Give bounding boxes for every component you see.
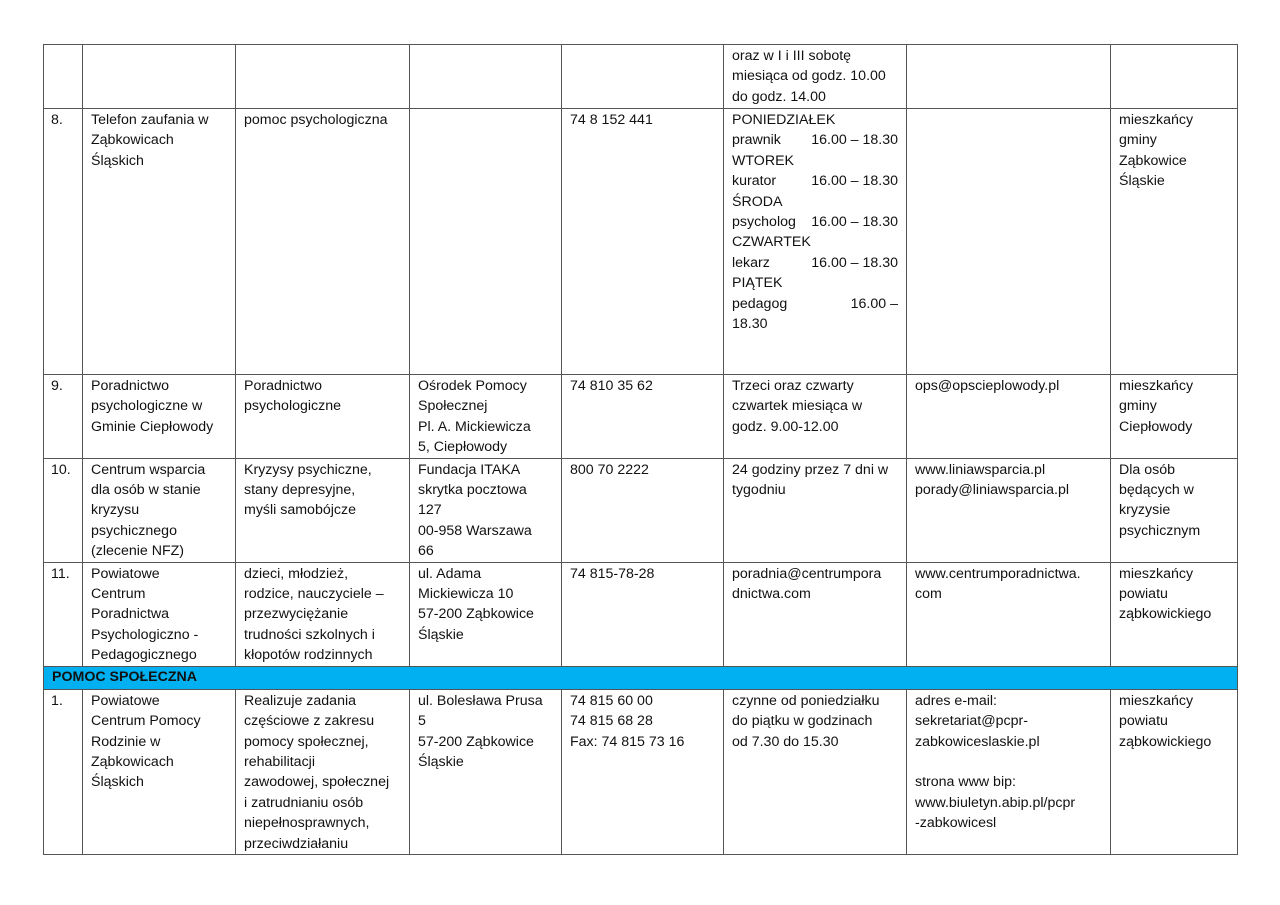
cell-name <box>83 689 236 854</box>
cell-line: Śląskie <box>1119 173 1165 190</box>
cell-line: przeciwdziałaniu <box>244 835 349 852</box>
cell-line: Rodzinie w <box>91 733 161 750</box>
cell-line: 5 <box>418 713 426 730</box>
cell-line: 74 8 152 441 <box>570 112 653 128</box>
cell-scope <box>236 458 410 562</box>
cell-line: pomocy społecznej, <box>244 733 369 750</box>
schedule-role: lekarz <box>732 254 770 271</box>
cell-line: Trzeci oraz czwarty <box>732 378 854 394</box>
cell-address <box>410 689 562 854</box>
cell-name <box>83 458 236 562</box>
cell-line: ul. Adama <box>418 565 482 582</box>
cell-line: Fundacja ITAKA <box>418 461 521 478</box>
cell-phone <box>562 562 724 666</box>
table-row <box>44 375 1238 459</box>
cell-line: mieszkańcy <box>1119 378 1194 394</box>
cell-line: zabkowiceslaskie.pl <box>915 733 1040 750</box>
cell-line: www.liniawsparcia.pl <box>915 461 1046 478</box>
cell-line: Śląskie <box>418 626 464 643</box>
cell-line: Realizuje zadania <box>244 692 356 709</box>
cell-line: 00-958 Warszawa <box>418 522 532 539</box>
cell-line: Ząbkowicach <box>91 753 174 770</box>
cell-line: dnictwa.com <box>732 586 811 603</box>
section-title: POMOC SPOŁECZNA <box>44 666 1238 689</box>
cell-line: Ząbkowicach <box>91 132 174 149</box>
cell-line: 800 70 2222 <box>570 461 649 478</box>
cell-num <box>44 45 83 109</box>
cell-line: Mickiewicza 10 <box>418 586 514 603</box>
cell-line: Śląskich <box>91 152 144 169</box>
cell-num: 8. <box>44 109 83 375</box>
cell-line: oraz w I i III sobotę <box>732 48 852 64</box>
schedule-day: CZWARTEK <box>732 234 811 251</box>
cell-line: dzieci, młodzież, <box>244 565 349 582</box>
table-row <box>44 689 1238 854</box>
cell-line: gminy <box>1119 132 1157 149</box>
cell-scope <box>236 375 410 459</box>
cell-line: Psychologiczno - <box>91 626 199 643</box>
cell-line: Ciepłowody <box>1119 418 1193 435</box>
cell-line: kryzysie <box>1119 502 1171 519</box>
cell-line: ząbkowickiego <box>1119 733 1212 750</box>
cell-line: com <box>915 586 942 603</box>
cell-line: do piątku w godzinach <box>732 713 873 730</box>
cell-line: powiatu <box>1119 713 1168 730</box>
schedule-line <box>732 294 898 314</box>
schedule-time-cont: 18.30 <box>732 316 768 333</box>
cell-line: będących w <box>1119 482 1194 499</box>
cell-line: rodzice, nauczyciele – <box>244 586 384 603</box>
cell-name <box>83 375 236 459</box>
schedule-time: 16.00 – 18.30 <box>811 132 898 149</box>
schedule-time: 16.00 – 18.30 <box>811 173 898 190</box>
spacer <box>915 752 1102 772</box>
cell-line: stany depresyjne, <box>244 482 356 499</box>
cell-line: adres e-mail: <box>915 692 998 709</box>
cell-line: (zlecenie NFZ) <box>91 543 185 560</box>
cell-line: 74 815-78-28 <box>570 565 655 582</box>
cell-line: Centrum wsparcia <box>91 461 206 478</box>
cell-line: gminy <box>1119 398 1157 415</box>
cell-phone <box>562 109 724 375</box>
table-row <box>44 562 1238 666</box>
cell-line: psychologiczne <box>244 398 342 415</box>
cell-contact <box>907 562 1111 666</box>
cell-line: Kryzysy psychiczne, <box>244 461 372 478</box>
cell-line: 57-200 Ząbkowice <box>418 733 534 750</box>
cell-line: Pedagogicznego <box>91 647 197 664</box>
cell-line: Śląskie <box>418 753 464 770</box>
cell-line: Telefon zaufania w <box>91 112 209 128</box>
cell-address <box>410 45 562 109</box>
schedule-line <box>732 212 898 232</box>
cell-phone <box>562 45 724 109</box>
cell-line: 74 815 60 00 <box>570 692 653 709</box>
cell-scope <box>236 109 410 375</box>
cell-line: do godz. 14.00 <box>732 88 826 105</box>
cell-phone <box>562 458 724 562</box>
cell-line: Gminie Ciepłowody <box>91 418 214 435</box>
cell-num: 10. <box>44 458 83 562</box>
cell-line: Poradnictwo <box>91 378 170 394</box>
section-header-row <box>44 666 1238 689</box>
cell-target <box>1111 375 1238 459</box>
cell-contact <box>907 458 1111 562</box>
cell-line: 127 <box>418 502 442 519</box>
cell-hours <box>724 562 907 666</box>
cell-num: 9. <box>44 375 83 459</box>
cell-contact <box>907 45 1111 109</box>
cell-line: Poradnictwa <box>91 606 170 623</box>
cell-num: 1. <box>44 689 83 854</box>
cell-line: mieszkańcy <box>1119 692 1194 709</box>
cell-line: 24 godziny przez 7 dni w <box>732 461 889 478</box>
schedule-role: kurator <box>732 173 777 190</box>
cell-line: skrytka pocztowa <box>418 482 527 499</box>
cell-line: powiatu <box>1119 586 1168 603</box>
cell-line: sekretariat@pcpr- <box>915 713 1028 730</box>
cell-hours <box>724 458 907 562</box>
cell-line: od 7.30 do 15.30 <box>732 733 839 750</box>
cell-line: myśli samobójcze <box>244 502 356 519</box>
cell-hours <box>724 689 907 854</box>
cell-line: Śląskich <box>91 774 144 791</box>
cell-line: mieszkańcy <box>1119 565 1194 582</box>
cell-line: czwartek miesiąca w <box>732 398 863 415</box>
cell-line: 74 815 68 28 <box>570 713 653 730</box>
schedule-day: WTOREK <box>732 152 795 169</box>
schedule-line <box>732 130 898 150</box>
cell-line: www.centrumporadnictwa. <box>915 565 1081 582</box>
services-table <box>43 44 1238 855</box>
cell-line: kryzysu <box>91 502 140 519</box>
cell-line: 74 810 35 62 <box>570 378 653 394</box>
schedule-time: 16.00 – 18.30 <box>811 254 898 271</box>
cell-phone <box>562 375 724 459</box>
cell-contact <box>907 689 1111 854</box>
table-row <box>44 458 1238 562</box>
cell-line: Ząbkowice <box>1119 152 1187 169</box>
cell-scope <box>236 689 410 854</box>
cell-line: www.biuletyn.abip.pl/pcpr <box>915 794 1076 811</box>
cell-address <box>410 458 562 562</box>
cell-line: 5, Ciepłowody <box>418 439 508 456</box>
cell-address <box>410 562 562 666</box>
cell-line: poradnia@centrumpora <box>732 565 882 582</box>
cell-scope <box>236 562 410 666</box>
cell-line: ul. Bolesława Prusa <box>418 692 543 709</box>
schedule-day: PONIEDZIAŁEK <box>732 112 836 128</box>
cell-line: Pl. A. Mickiewicza <box>418 418 531 435</box>
cell-num: 11. <box>44 562 83 666</box>
cell-line: trudności szkolnych i <box>244 626 375 643</box>
cell-line: niepełnosprawnych, <box>244 815 370 832</box>
cell-line: Społecznej <box>418 398 488 415</box>
cell-contact <box>907 109 1111 375</box>
schedule-role: prawnik <box>732 132 781 149</box>
cell-line: psychologiczne w <box>91 398 203 415</box>
cell-target <box>1111 458 1238 562</box>
cell-name <box>83 109 236 375</box>
cell-target <box>1111 45 1238 109</box>
cell-line: kłopotów rodzinnych <box>244 647 373 664</box>
schedule-line <box>732 171 898 191</box>
cell-target <box>1111 109 1238 375</box>
cell-line: 57-200 Ząbkowice <box>418 606 534 623</box>
cell-line: strona www bip: <box>915 774 1016 791</box>
schedule-time: 16.00 – <box>850 295 898 312</box>
cell-line: ząbkowickiego <box>1119 606 1212 623</box>
cell-hours <box>724 375 907 459</box>
schedule-day: ŚRODA <box>732 193 783 210</box>
cell-line: psychicznym <box>1119 522 1201 539</box>
cell-line: i zatrudnianiu osób <box>244 794 364 811</box>
table-row <box>44 45 1238 109</box>
cell-line: Poradnictwo <box>244 378 323 394</box>
cell-line: pomoc psychologiczna <box>244 112 388 128</box>
cell-line: Powiatowe <box>91 692 160 709</box>
cell-name <box>83 562 236 666</box>
schedule-line <box>732 253 898 273</box>
cell-line: porady@liniawsparcia.pl <box>915 482 1069 499</box>
cell-line: częściowe z zakresu <box>244 713 375 730</box>
table-row <box>44 109 1238 375</box>
cell-contact <box>907 375 1111 459</box>
cell-name <box>83 45 236 109</box>
cell-line: Fax: 74 815 73 16 <box>570 733 685 750</box>
cell-line: mieszkańcy <box>1119 112 1194 128</box>
schedule-day: PIĄTEK <box>732 275 783 292</box>
cell-line: zawodowej, społecznej <box>244 774 390 791</box>
cell-line: tygodniu <box>732 482 786 499</box>
cell-line: Powiatowe <box>91 565 160 582</box>
cell-hours <box>724 109 907 375</box>
cell-line: 66 <box>418 543 434 560</box>
cell-line: Ośrodek Pomocy <box>418 378 527 394</box>
cell-line: czynne od poniedziałku <box>732 692 880 709</box>
cell-line: ops@opscieplowody.pl <box>915 378 1060 394</box>
cell-target <box>1111 562 1238 666</box>
cell-line: psychicznego <box>91 522 177 539</box>
cell-phone <box>562 689 724 854</box>
cell-line: miesiąca od godz. 10.00 <box>732 68 886 85</box>
schedule-role: pedagog <box>732 295 788 312</box>
cell-line: przezwyciężanie <box>244 606 349 623</box>
cell-line: Centrum Pomocy <box>91 713 201 730</box>
cell-address <box>410 109 562 375</box>
cell-address <box>410 375 562 459</box>
cell-line: Dla osób <box>1119 461 1175 478</box>
cell-line: -zabkowicesl <box>915 815 997 832</box>
cell-line: rehabilitacji <box>244 753 315 770</box>
schedule-role: psycholog <box>732 214 796 231</box>
cell-target <box>1111 689 1238 854</box>
cell-scope <box>236 45 410 109</box>
schedule-time: 16.00 – 18.30 <box>811 214 898 231</box>
cell-line: Centrum <box>91 586 146 603</box>
cell-line: godz. 9.00-12.00 <box>732 418 839 435</box>
cell-line: dla osób w stanie <box>91 482 201 499</box>
cell-hours <box>724 45 907 109</box>
